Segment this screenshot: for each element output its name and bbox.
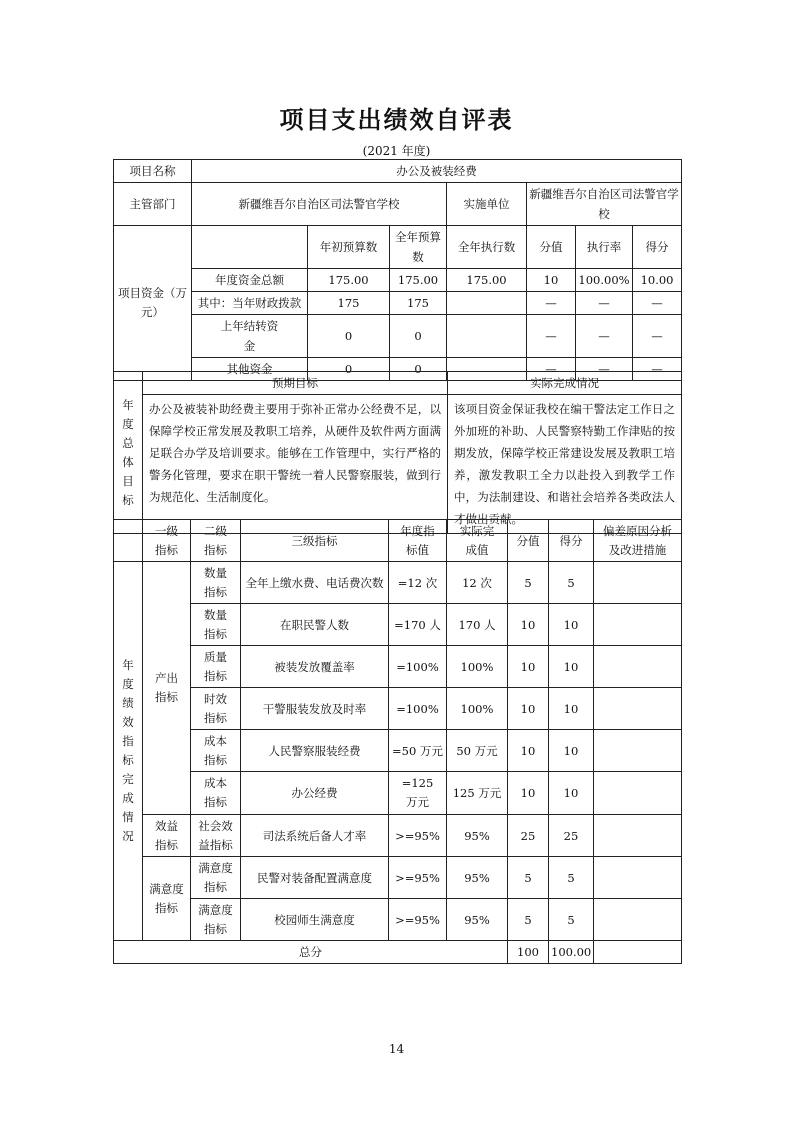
level1-benefit: 效益指标 <box>143 815 191 857</box>
level1-output: 产出指标 <box>143 562 191 815</box>
table-row <box>114 857 682 899</box>
level3-cell: 校园师生满意度 <box>241 899 389 941</box>
target-cell: >=95% <box>389 899 447 941</box>
table-row <box>114 688 682 730</box>
table-row <box>114 562 682 604</box>
score-cell: 10 <box>549 772 594 815</box>
note-cell <box>594 562 682 604</box>
total-weight: 100 <box>508 941 549 964</box>
weight-cell: 10 <box>508 646 549 688</box>
target-cell: =100% <box>389 688 447 730</box>
funds-cell: — <box>576 292 633 315</box>
goals-table <box>113 371 682 534</box>
target-cell: >=95% <box>389 857 447 899</box>
score-cell: 10 <box>549 604 594 646</box>
note-cell <box>594 646 682 688</box>
score-cell: 25 <box>549 815 594 857</box>
funds-cell: 0 <box>308 358 390 381</box>
funds-header: 执行率 <box>576 226 633 269</box>
funds-table <box>113 159 682 381</box>
funds-label: 项目资金（万元） <box>114 226 192 381</box>
expected-goal-header: 预期目标 <box>143 372 448 395</box>
target-cell: =170 人 <box>389 604 447 646</box>
target-cell: >=95% <box>389 815 447 857</box>
level3-cell: 人民警察服装经费 <box>241 730 389 772</box>
total-score: 100.00 <box>549 941 594 964</box>
level3-cell: 司法系统后备人才率 <box>241 815 389 857</box>
level2-cell: 数量指标 <box>191 562 241 604</box>
level3-cell: 在职民警人数 <box>241 604 389 646</box>
funds-header: 得分 <box>633 226 682 269</box>
score-cell: 10 <box>549 646 594 688</box>
funds-cell <box>447 292 527 315</box>
actual-cell: 50 万元 <box>447 730 508 772</box>
level2-cell: 数量指标 <box>191 604 241 646</box>
funds-row <box>114 269 682 292</box>
expected-goal-text: 办公及被装补助经费主要用于弥补正常办公经费不足，以保障学校正常发展及教职工培养，从硬件及软件两方面满足联合办学及培训要求。能够在工作管理中，实行严格的警务化管理，要求在职干警统一着人民警察服装，做到行为规范化、生活制度化。 <box>143 395 448 534</box>
score-cell: 10 <box>549 730 594 772</box>
score-cell: 5 <box>549 857 594 899</box>
level2-cell: 成本指标 <box>191 730 241 772</box>
funds-row <box>114 315 682 358</box>
project-name-label: 项目名称 <box>114 160 192 183</box>
target-cell: =50 万元 <box>389 730 447 772</box>
target-cell: =12 次 <box>389 562 447 604</box>
funds-cell: — <box>576 358 633 381</box>
level3-cell: 全年上缴水费、电话费次数 <box>241 562 389 604</box>
actual-cell: 95% <box>447 857 508 899</box>
level2-cell: 满意度指标 <box>191 899 241 941</box>
funds-cell: — <box>527 315 576 358</box>
indicators-side-label: 年度绩效指标完成情况 <box>114 562 143 941</box>
funds-cell: 0 <box>308 315 390 358</box>
funds-cell: 10.00 <box>633 269 682 292</box>
weight-cell: 10 <box>508 688 549 730</box>
actual-cell: 100% <box>447 688 508 730</box>
level2-cell: 时效指标 <box>191 688 241 730</box>
dept-value: 新疆维吾尔自治区司法警官学校 <box>192 183 447 226</box>
total-row <box>114 941 682 964</box>
funds-cell: 0 <box>390 315 447 358</box>
funds-row-label: 上年结转资金 <box>192 315 308 358</box>
page-number: 14 <box>388 1042 405 1056</box>
impl-unit-label: 实施单位 <box>447 183 527 226</box>
funds-header: 全年预算数 <box>390 226 447 269</box>
weight-cell: 10 <box>508 604 549 646</box>
indicator-header: 得分 <box>549 520 594 562</box>
indicator-header: 年度指标值 <box>389 520 447 562</box>
note-cell <box>594 815 682 857</box>
funds-cell: 175 <box>390 292 447 315</box>
actual-result-header: 实际完成情况 <box>448 372 682 395</box>
level2-cell: 质量指标 <box>191 646 241 688</box>
funds-header: 年初预算数 <box>308 226 390 269</box>
table-row <box>114 772 682 815</box>
funds-cell: 10 <box>527 269 576 292</box>
weight-cell: 5 <box>508 562 549 604</box>
funds-cell: 0 <box>390 358 447 381</box>
level2-cell: 满意度指标 <box>191 857 241 899</box>
level3-cell: 办公经费 <box>241 772 389 815</box>
funds-cell: — <box>527 358 576 381</box>
funds-row <box>114 292 682 315</box>
score-cell: 5 <box>549 899 594 941</box>
note-cell <box>594 899 682 941</box>
funds-cell: — <box>633 358 682 381</box>
level2-cell: 成本指标 <box>191 772 241 815</box>
actual-cell: 170 人 <box>447 604 508 646</box>
table-row <box>114 815 682 857</box>
level1-satisfaction: 满意度指标 <box>143 857 191 941</box>
table-row <box>114 646 682 688</box>
level3-cell: 干警服装发放及时率 <box>241 688 389 730</box>
indicator-header: 二级指标 <box>191 520 241 562</box>
funds-row-label: 其他资金 <box>192 358 308 381</box>
table-row <box>114 899 682 941</box>
note-cell <box>594 857 682 899</box>
indicators-table <box>113 519 682 964</box>
note-cell <box>594 772 682 815</box>
weight-cell: 10 <box>508 730 549 772</box>
weight-cell: 5 <box>508 857 549 899</box>
weight-cell: 25 <box>508 815 549 857</box>
funds-cell <box>447 315 527 358</box>
actual-result-text: 该项目资金保证我校在编干警法定工作日之外加班的补助、人民警察特勤工作津贴的按期发放，保障学校正常建设发展及教职工培养，激发教职工全力以赴投入到教学工作中，为法制建设、和谐社会培养各类政法人才做出贡献。 <box>448 395 682 534</box>
note-cell <box>594 604 682 646</box>
funds-row-label: 年度资金总额 <box>192 269 308 292</box>
total-label: 总分 <box>114 941 508 964</box>
table-row <box>114 730 682 772</box>
indicator-header: 一级指标 <box>143 520 191 562</box>
impl-unit-value: 新疆维吾尔自治区司法警官学校 <box>527 183 682 226</box>
project-name-value: 办公及被装经费 <box>192 160 682 183</box>
note-cell <box>594 688 682 730</box>
funds-cell: — <box>527 292 576 315</box>
actual-cell: 95% <box>447 815 508 857</box>
score-cell: 5 <box>549 562 594 604</box>
year-label: (2021 年度) <box>362 144 431 158</box>
indicator-header: 分值 <box>508 520 549 562</box>
indicator-header: 实际完成值 <box>447 520 508 562</box>
indicator-header: 偏差原因分析及改进措施 <box>594 520 682 562</box>
weight-cell: 10 <box>508 772 549 815</box>
note-cell <box>594 730 682 772</box>
actual-cell: 95% <box>447 899 508 941</box>
funds-cell: 175.00 <box>447 269 527 292</box>
target-cell: =125 万元 <box>389 772 447 815</box>
actual-cell: 12 次 <box>447 562 508 604</box>
level2-cell: 社会效益指标 <box>191 815 241 857</box>
table-row <box>114 604 682 646</box>
funds-cell: 175.00 <box>390 269 447 292</box>
level3-cell: 被装发放覆盖率 <box>241 646 389 688</box>
funds-cell: 100.00% <box>576 269 633 292</box>
actual-cell: 125 万元 <box>447 772 508 815</box>
funds-cell: — <box>576 315 633 358</box>
funds-header: 分值 <box>527 226 576 269</box>
weight-cell: 5 <box>508 899 549 941</box>
funds-header: 全年执行数 <box>447 226 527 269</box>
score-cell: 10 <box>549 688 594 730</box>
funds-cell: 175.00 <box>308 269 390 292</box>
funds-cell: 175 <box>308 292 390 315</box>
dept-label: 主管部门 <box>114 183 192 226</box>
funds-row-label: 其中：当年财政拨款 <box>192 292 308 315</box>
funds-cell: — <box>633 315 682 358</box>
indicator-header: 三级指标 <box>241 520 389 562</box>
annual-goal-label: 年度总体目标 <box>114 372 143 534</box>
actual-cell: 100% <box>447 646 508 688</box>
level3-cell: 民警对装备配置满意度 <box>241 857 389 899</box>
page-title: 项目支出绩效自评表 <box>279 106 514 134</box>
target-cell: =100% <box>389 646 447 688</box>
funds-cell: — <box>633 292 682 315</box>
